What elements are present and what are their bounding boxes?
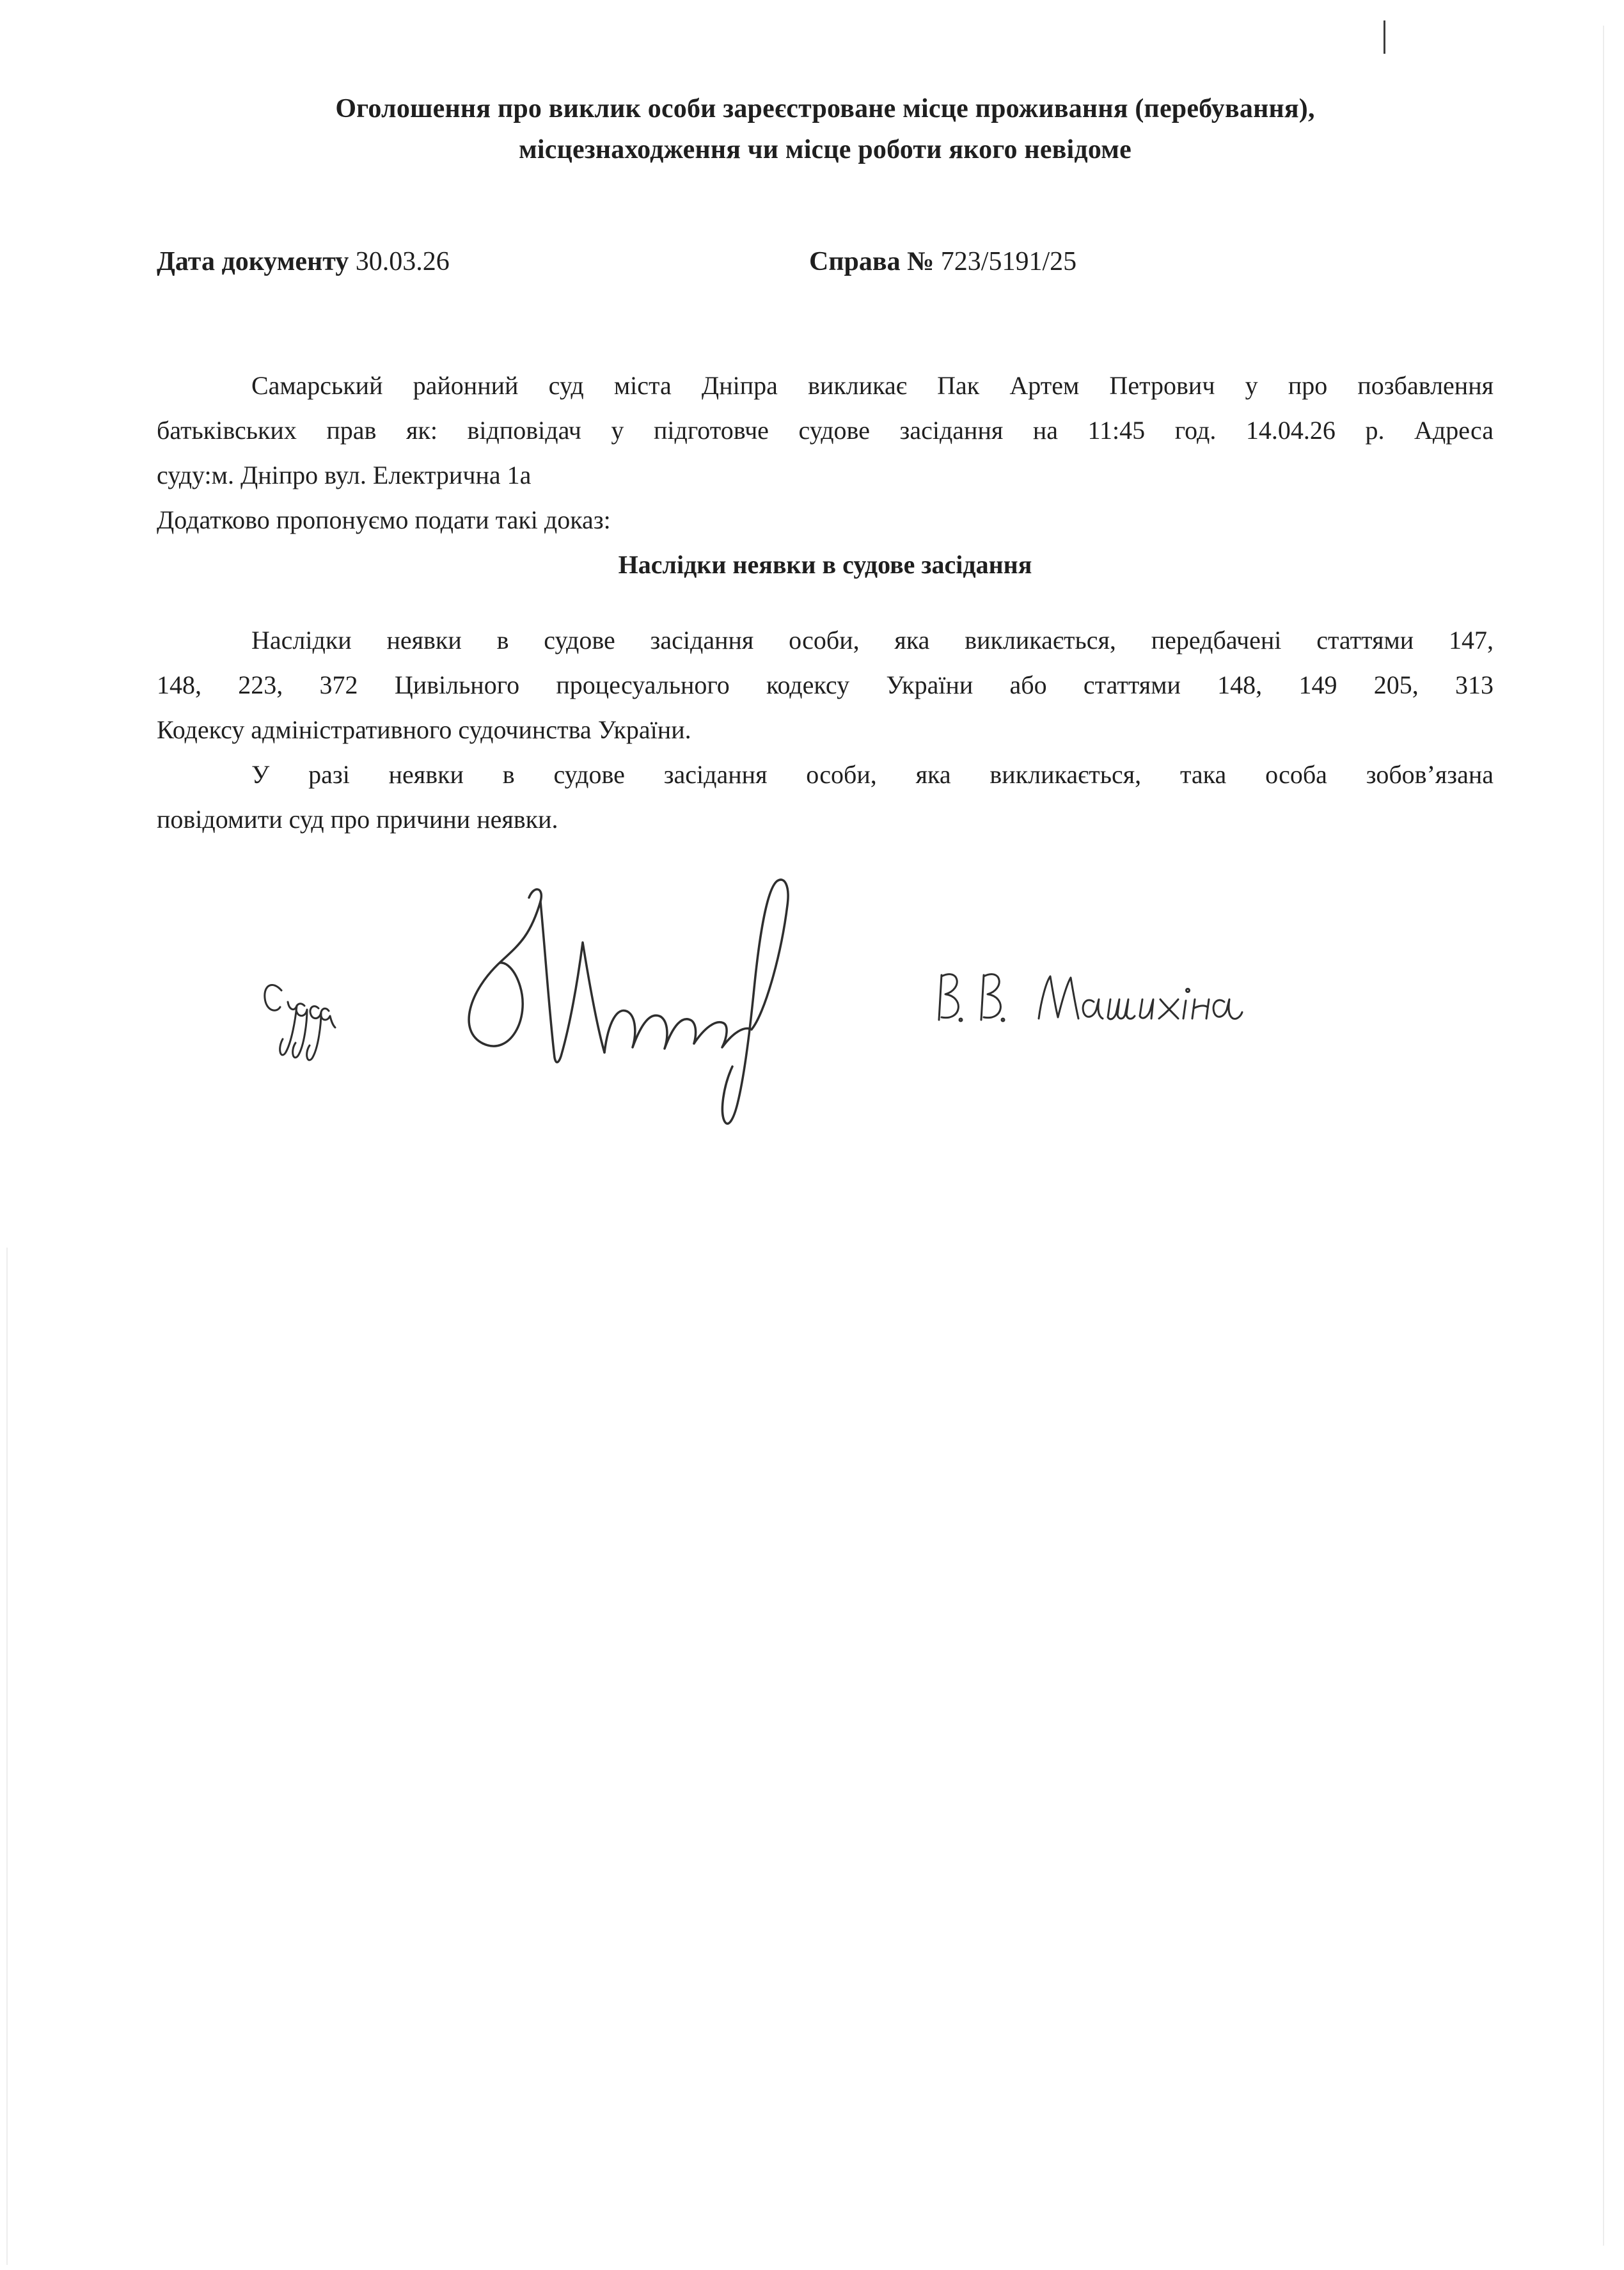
case-number [809, 245, 1076, 278]
case-value: 723/5191/25 [940, 247, 1077, 276]
document-date [157, 247, 450, 276]
case-label: Справа № [809, 247, 934, 276]
judge-label-handwriting [255, 952, 339, 1075]
date-label: Дата документу [157, 247, 349, 276]
document-title [157, 88, 1494, 170]
document-body [157, 363, 1494, 842]
document-title-line1: Оголошення про виклик особи зареєстроване місце проживання (перебування), [335, 94, 1315, 123]
document-title-line2: місцезнаходження чи місце роботи якого невідоме [519, 135, 1131, 164]
scan-artifact-tick [1384, 20, 1385, 54]
body-line: Кодексу адміністративного судочинства України. [157, 715, 691, 744]
scan-artifact-left-edge [6, 1248, 8, 2265]
body-line: повідомити суд про причини неявки. [157, 805, 558, 834]
judge-name-handwriting [926, 935, 1284, 1057]
judge-signature [393, 861, 841, 1132]
body-line: суду:м. Дніпро вул. Електрична 1а [157, 461, 532, 489]
section-heading: Наслідки неявки в судове засідання [618, 550, 1032, 579]
body-line: Додатково пропонуємо подати такі доказ: [157, 505, 611, 534]
spacer [157, 587, 1494, 618]
body-line: У разі неявки в судове засідання особи, яка викликається, така особа зобов’язана [251, 760, 1494, 789]
date-value: 30.03.26 [355, 247, 450, 276]
meta-row [157, 245, 1494, 282]
body-line: Самарський районний суд міста Дніпра викликає Пак Артем Петрович у про позбавлення [251, 371, 1494, 400]
body-line: Наслідки неявки в судове засідання особи, яка викликається, передбачені статтями 147, [251, 626, 1494, 655]
scan-artifact-right-edge [1603, 26, 1604, 2246]
body-line: батьківських прав як: відповідач у підготовче судове засідання на 11:45 год. 14.04.26 р. Адреса [157, 416, 1494, 445]
body-line: 148, 223, 372 Цивільного процесуального кодексу України або статтями 148, 149 205, 313 [157, 671, 1494, 699]
